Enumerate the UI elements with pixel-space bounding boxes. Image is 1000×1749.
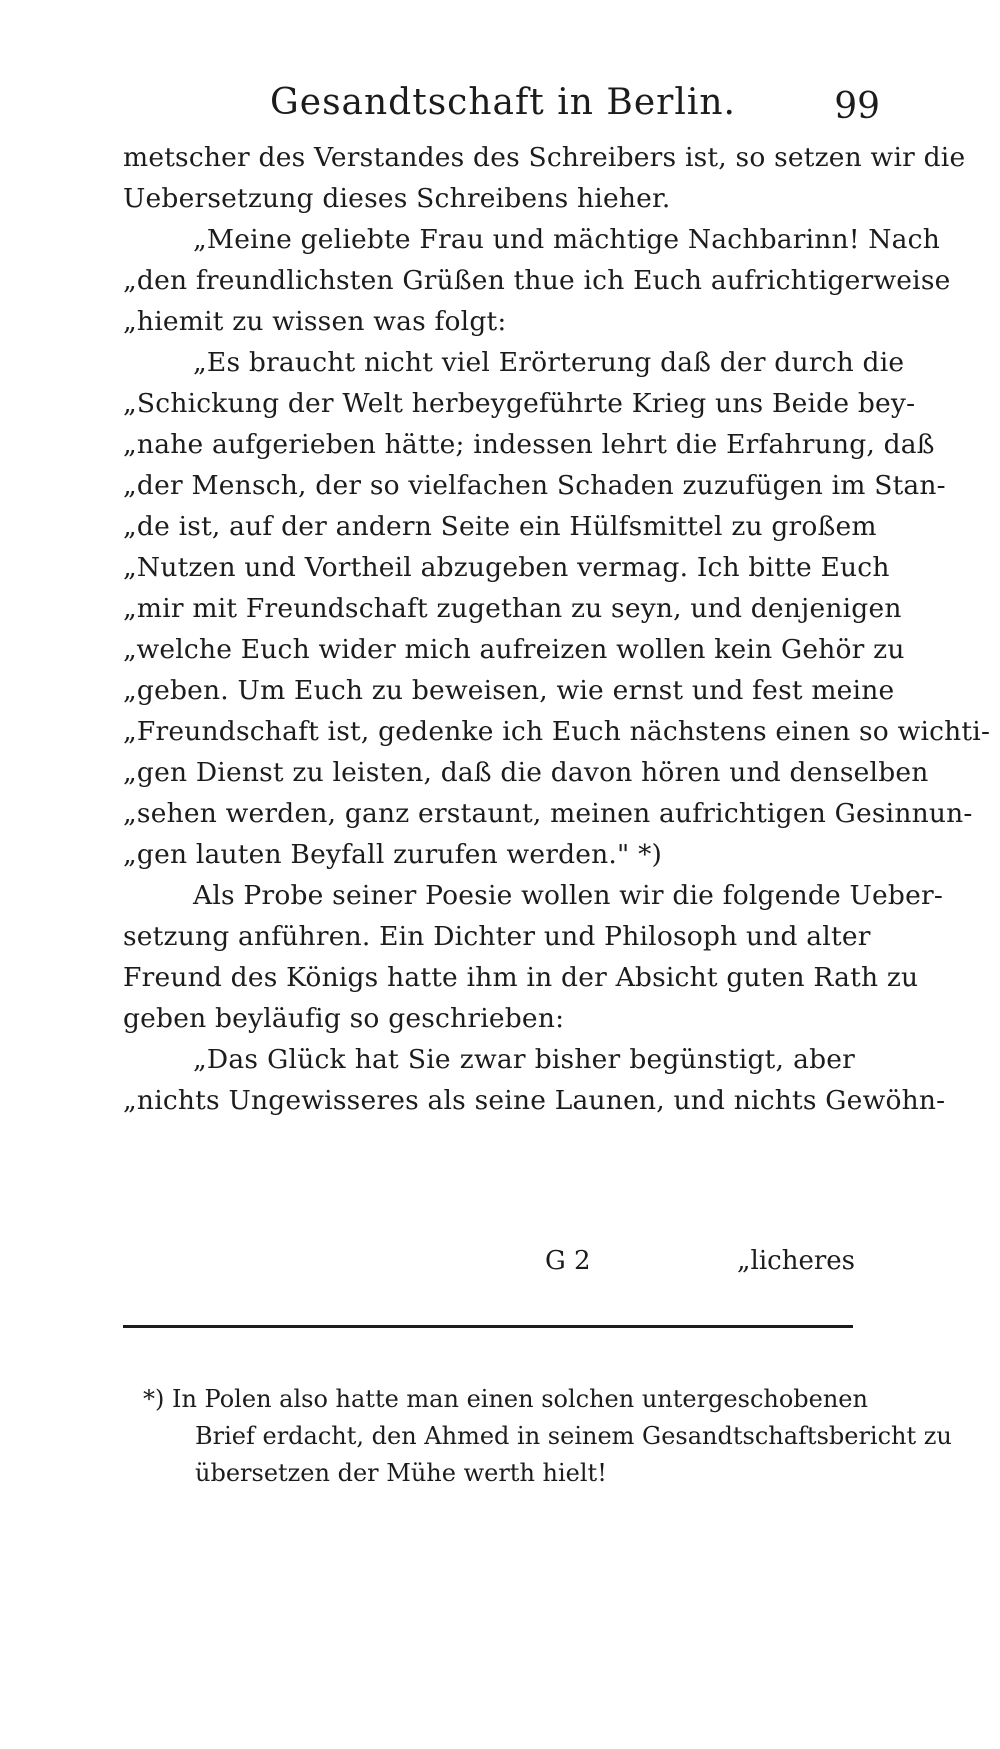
- text-line: Freund des Königs hatte ihm in der Absicht guten Rath zu: [123, 962, 919, 993]
- text-line: „de ist, auf der andern Seite ein Hülfsmittel zu großem: [123, 511, 877, 542]
- text-line: „nichts Ungewisseres als seine Launen, und nichts Gewöhn-: [123, 1085, 946, 1116]
- text-line: „sehen werden, ganz erstaunt, meinen aufrichtigen Gesinnun-: [123, 798, 973, 829]
- text-line: setzung anführen. Ein Dichter und Philosoph und alter: [123, 921, 871, 952]
- text-line: „gen lauten Beyfall zurufen werden." *): [123, 839, 663, 870]
- running-title: Gesandtschaft in Berlin.: [270, 82, 736, 123]
- footnote-line: übersetzen der Mühe werth hielt!: [195, 1459, 607, 1487]
- text-line: metscher des Verstandes des Schreibers ist, so setzen wir die: [123, 142, 966, 173]
- footnote-line: *) In Polen also hatte man einen solchen untergeschobenen: [143, 1385, 868, 1413]
- text-line: geben beyläufig so geschrieben:: [123, 1003, 565, 1034]
- footnote-line: Brief erdacht, den Ahmed in seinem Gesandtschaftsbericht zu: [195, 1422, 952, 1450]
- text-line: „den freundlichsten Grüßen thue ich Euch aufrichtigerweise: [123, 265, 951, 296]
- signature-mark: G 2: [545, 1246, 591, 1276]
- text-line: „Das Glück hat Sie zwar bisher begünstigt, aber: [193, 1044, 855, 1075]
- text-line: „Nutzen und Vortheil abzugeben vermag. Ich bitte Euch: [123, 552, 890, 583]
- text-line: „Freundschaft ist, gedenke ich Euch nächstens einen so wichti-: [123, 716, 991, 747]
- text-line: „hiemit zu wissen was folgt:: [123, 306, 507, 337]
- text-line: „mir mit Freundschaft zugethan zu seyn, und denjenigen: [123, 593, 902, 624]
- text-line: „geben. Um Euch zu beweisen, wie ernst und fest meine: [123, 675, 895, 706]
- text-line: „gen Dienst zu leisten, daß die davon hören und denselben: [123, 757, 929, 788]
- text-line: „Schickung der Welt herbeygeführte Krieg uns Beide bey-: [123, 388, 916, 419]
- text-line: Als Probe seiner Poesie wollen wir die folgende Ueber-: [193, 880, 943, 911]
- footnote-rule: [123, 1325, 853, 1328]
- page-number: 99: [834, 86, 880, 127]
- text-line: „welche Euch wider mich aufreizen wollen kein Gehör zu: [123, 634, 905, 665]
- text-line: „Es braucht nicht viel Erörterung daß der durch die: [193, 347, 905, 378]
- text-line: „Meine geliebte Frau und mächtige Nachbarinn! Nach: [193, 224, 940, 255]
- catchword: „licheres: [737, 1246, 855, 1276]
- text-line: Uebersetzung dieses Schreibens hieher.: [123, 183, 671, 214]
- text-line: „der Mensch, der so vielfachen Schaden zuzufügen im Stan-: [123, 470, 946, 501]
- text-line: „nahe aufgerieben hätte; indessen lehrt die Erfahrung, daß: [123, 429, 935, 460]
